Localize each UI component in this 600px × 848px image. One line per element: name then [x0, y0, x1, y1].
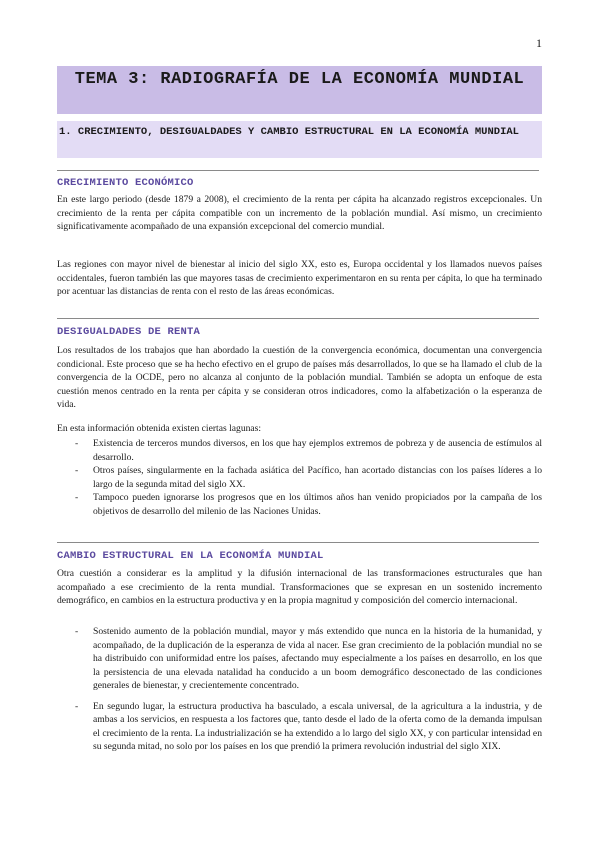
paragraph: Las regiones con mayor nivel de bienestar al inicio del siglo XX, esto es, Europa occidental y los llamados nuevos países occidentales, fueron también las que mayores tasas de crecimiento experimentaron en su renta per cápita, lo que ha terminado por acentuar las distancias de renta con el resto de las áreas económicas.: [57, 259, 542, 297]
list-item: - En segundo lugar, la estructura productiva ha basculado, a escala universal, de la agricultura a la industria, y de ambas a los servicios, en respuesta a los factores que, tanto desde el lado de la oferta como de la demanda impulsan el crecimiento de la renta. La industrialización se ha extendido a lo largo del siglo XX, y con particular intensidad en su segunda mitad, no solo por los países en los que prendió la primera revolución industrial del siglo XIX.: [75, 700, 542, 752]
heading-crecimiento: CRECIMIENTO ECONÓMICO: [57, 177, 194, 189]
section-title: 1. CRECIMIENTO, DESIGUALDADES Y CAMBIO ESTRUCTURAL EN LA ECONOMÍA MUNDIAL: [57, 121, 542, 158]
dash-bullet: -: [75, 438, 79, 449]
bullet-list: [57, 625, 542, 754]
dash-bullet: -: [75, 465, 79, 476]
heading-cambio-estructural: CAMBIO ESTRUCTURAL EN LA ECONOMÍA MUNDIAL: [57, 550, 324, 562]
dash-bullet: -: [75, 492, 79, 503]
dash-bullet: -: [75, 626, 79, 637]
dash-bullet: -: [75, 700, 79, 712]
paragraph: Otra cuestión a considerar es la amplitud y la difusión internacional de las transformaciones estructurales que han acompañado a ese crecimiento de la renta mundial. Transformaciones que se expresan en un sostenido incremento demográfico, en cambios en la estructura productiva y en la propia magnitud y composición del comercio internacional.: [57, 568, 542, 606]
heading-desigualdades: DESIGUALDADES DE RENTA: [57, 326, 201, 338]
list-item: - Otros países, singularmente en la fachada asiática del Pacífico, han acortado distancias con los países líderes a lo largo de la segunda mitad del siglo XX.: [75, 465, 542, 490]
bullet-list: [57, 437, 542, 518]
divider: [57, 170, 539, 171]
document-title: TEMA 3: RADIOGRAFÍA DE LA ECONOMÍA MUNDIAL: [57, 66, 542, 114]
list-item: - Tampoco pueden ignorarse los progresos que en los últimos años han venido propiciados por la campaña de los objetivos de desarrollo del milenio de las Naciones Unidas.: [75, 492, 542, 517]
page-number: 1: [536, 36, 542, 50]
paragraph: En este largo periodo (desde 1879 a 2008), el crecimiento de la renta per cápita ha alcanzado registros excepcionales. Un crecimiento de la renta per cápita compatible con un incremento de la población mundial. Así mismo, un crecimiento significativamente acompañado de una expansión excepcional del comercio mundial.: [57, 194, 542, 232]
paragraph: Los resultados de los trabajos que han abordado la cuestión de la convergencia económica, documentan una convergencia condicional. Este proceso que se ha hecho efectivo en el grupo de países más desarrollados, lo que se ha llamado el club de la convergencia de la OCDE, pero no alcanza al conjunto de la población mundial. También se adopta un enfoque de esta cuestión menos centrado en la renta per cápita y se consideran otros indicadores, como la alfabetización o la esperanza de vida.: [57, 345, 542, 410]
list-item: - Sostenido aumento de la población mundial, mayor y más extendido que nunca en la historia de la humanidad, y acompañado, de la duplicación de la esperanza de vida al nacer. Ese gran crecimiento de la población mundial no se ha distribuido con uniformidad entre los países, afectando muy especialmente a los países en desarrollo, en los que la persistencia de una elevada natalidad ha conducido a un boom demográfico desconectado de las condiciones generales de bienestar, y crecientemente concentrado.: [75, 626, 542, 691]
list-item: - Existencia de terceros mundos diversos, en los que hay ejemplos extremos de pobreza y de ausencia de estímulos al desarrollo.: [75, 438, 542, 463]
divider: [57, 318, 539, 319]
paragraph: En esta información obtenida existen ciertas lagunas:: [57, 423, 262, 434]
divider: [57, 542, 539, 543]
